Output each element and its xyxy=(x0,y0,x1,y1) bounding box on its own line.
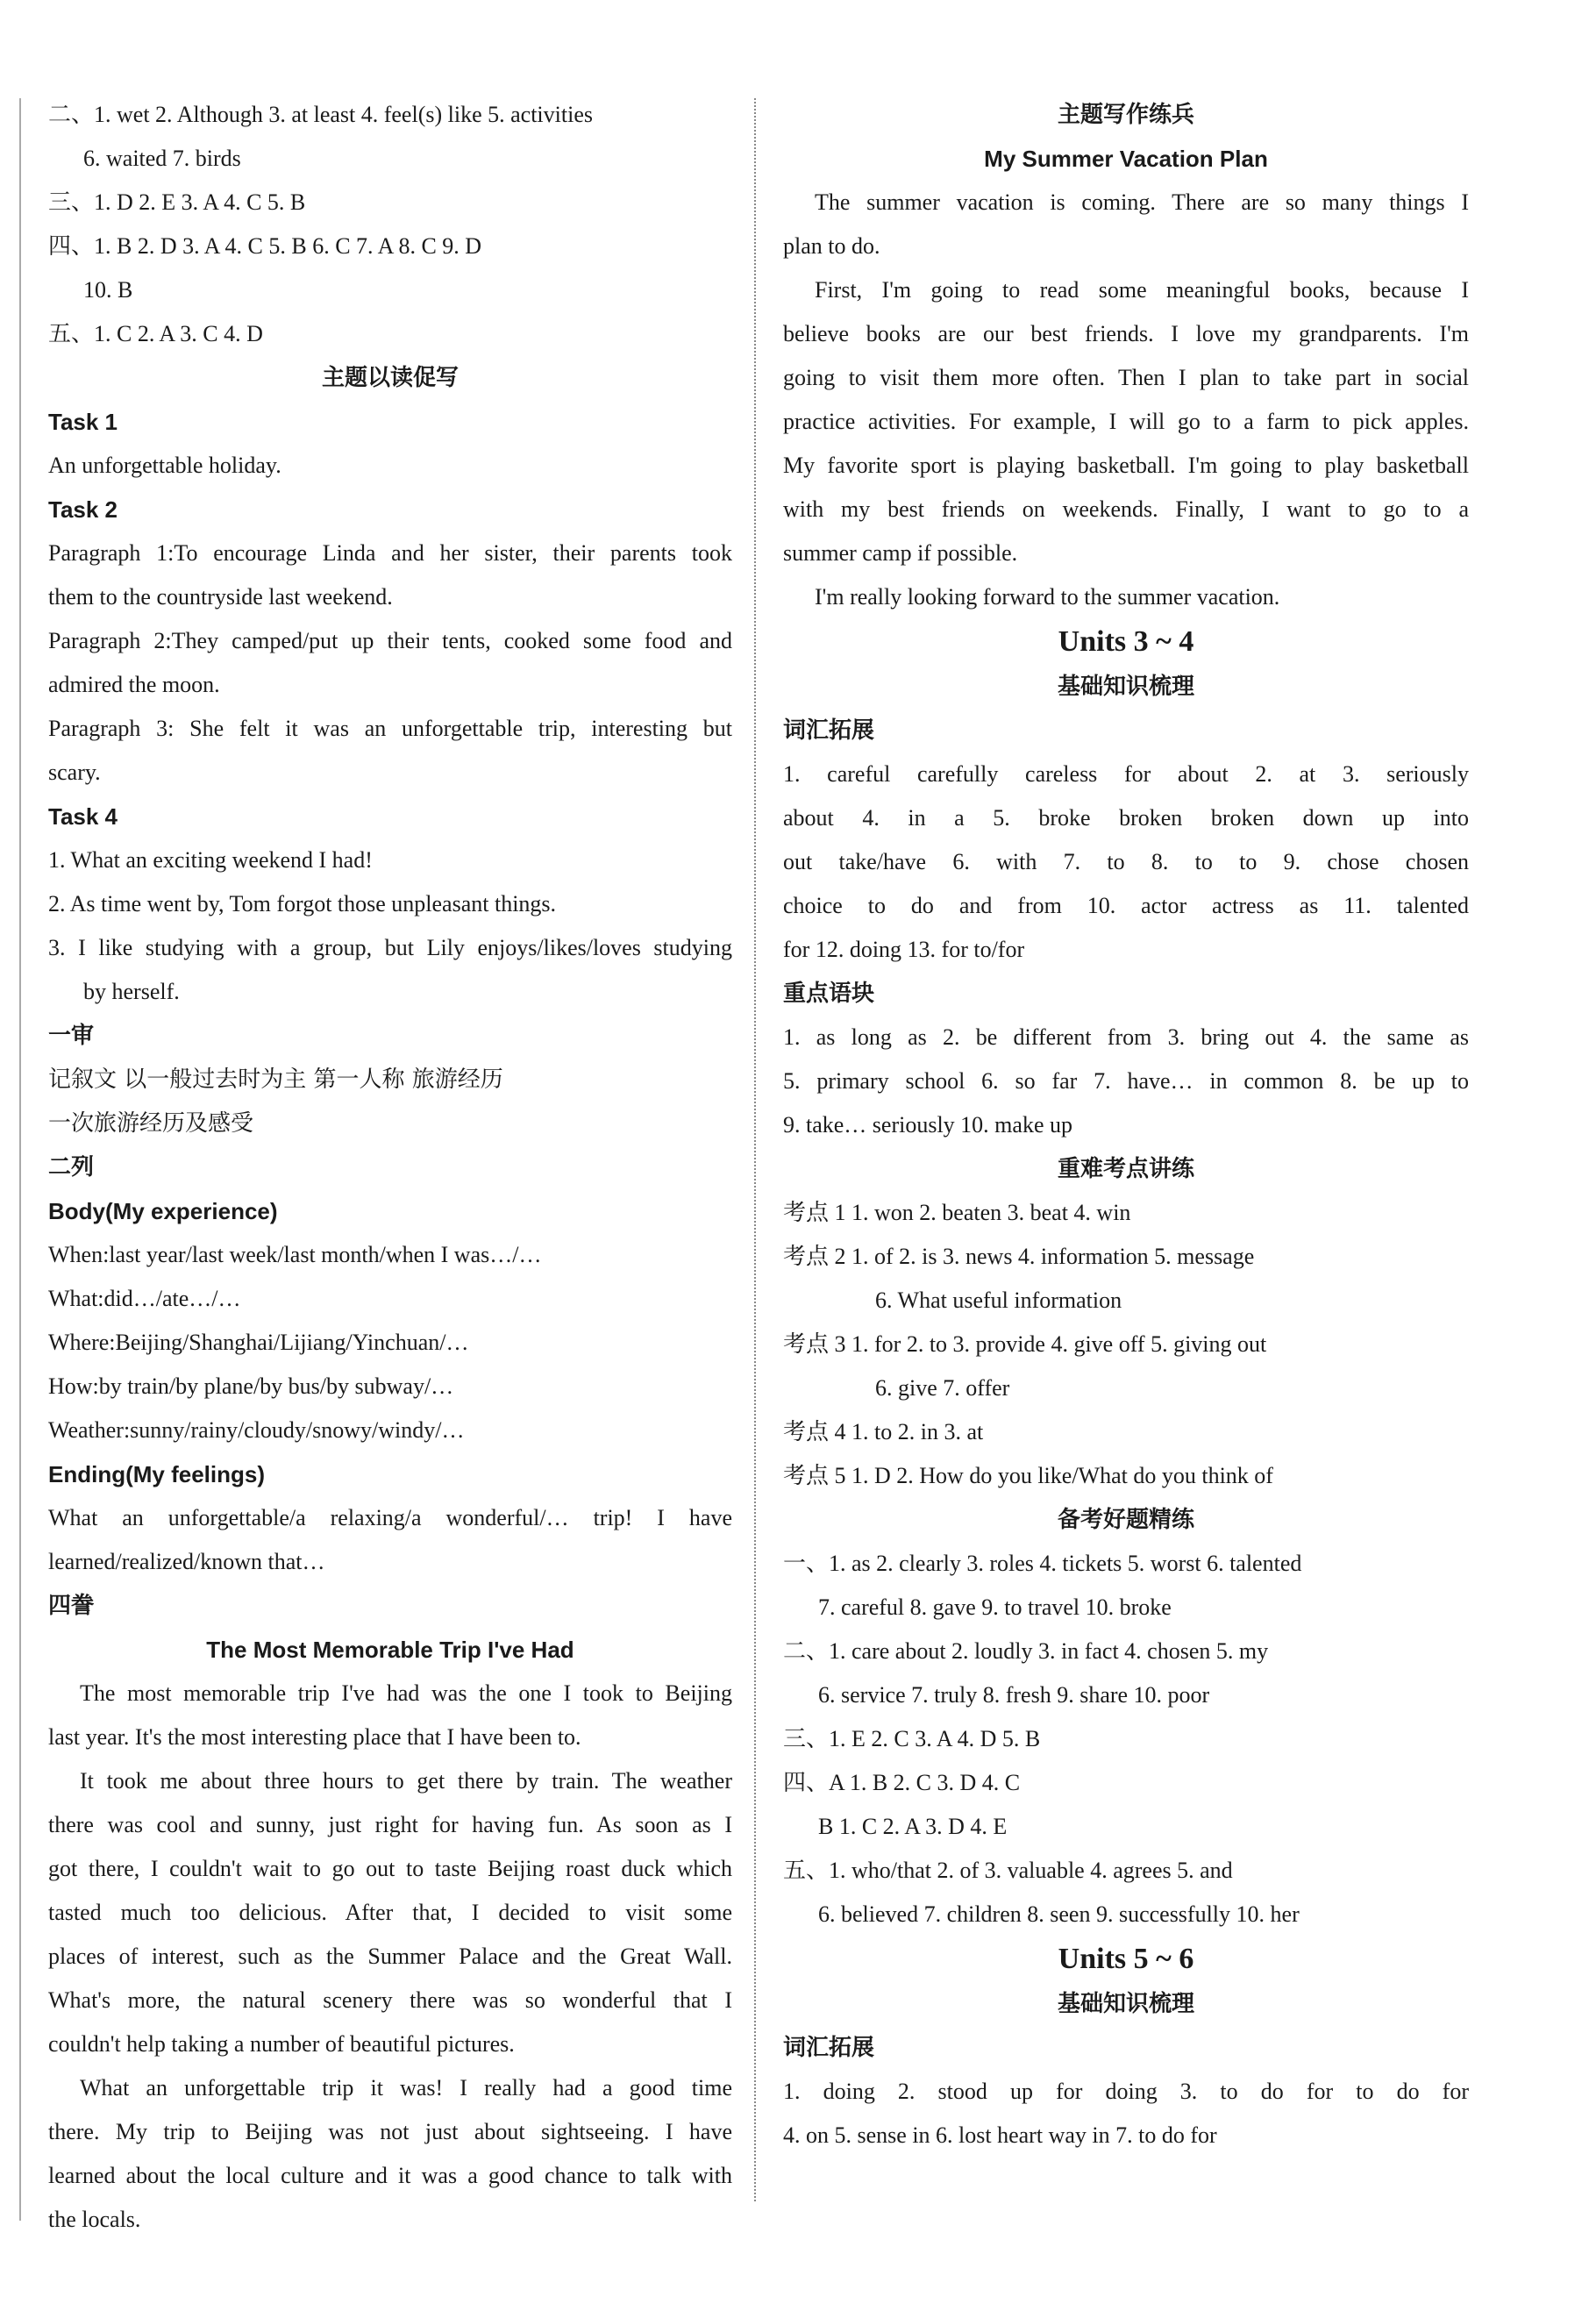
right-column-line: 考点 4 1. to 2. in 3. at xyxy=(783,1419,984,1444)
left-column-line: Where:Beijing/Shanghai/Lijiang/Yinchuan/… xyxy=(48,1330,469,1355)
right-column-line: My Summer Vacation Plan xyxy=(984,146,1268,172)
right-column-line: out take/have 6. with 7. to 8. to to 9. chose chosen xyxy=(783,849,1469,874)
left-column-line: Paragraph 2:They camped/put up their tents, cooked some food and xyxy=(48,628,732,653)
right-column-line: I'm really looking forward to the summer vacation. xyxy=(815,584,1280,610)
left-column-line: It took me about three hours to get there by train. The weather xyxy=(80,1768,732,1794)
left-column-line: 四、1. B 2. D 3. A 4. C 5. B 6. C 7. A 8. C 9. D xyxy=(48,233,482,259)
column-divider xyxy=(754,98,756,2201)
left-column-line: 一次旅游经历及感受 xyxy=(48,1110,254,1137)
left-column-line: The most memorable trip I've had was the one I took to Beijing xyxy=(80,1680,732,1706)
right-column-line: B 1. C 2. A 3. D 4. E xyxy=(818,1814,1008,1839)
left-column-line: Task 4 xyxy=(48,803,118,830)
right-column-line: 6. believed 7. children 8. seen 9. successfully 10. her xyxy=(818,1901,1300,1927)
left-column-line: When:last year/last week/last month/when I was…/… xyxy=(48,1242,542,1267)
right-column-line: believe books are our best friends. I love my grandparents. I'm xyxy=(783,321,1469,346)
left-column-line: them to the countryside last weekend. xyxy=(48,584,393,610)
left-column-line: Ending(My feelings) xyxy=(48,1461,265,1487)
left-column-line: 二、1. wet 2. Although 3. at least 4. feel(s) like 5. activities xyxy=(48,102,593,127)
left-column-line: What an unforgettable trip it was! I really had a good time xyxy=(80,2075,732,2101)
left-column-line: Task 2 xyxy=(48,496,118,523)
left-column-line: 10. B xyxy=(83,277,133,303)
right-column-line: 四、A 1. B 2. C 3. D 4. C xyxy=(783,1770,1021,1795)
left-column-line: Weather:sunny/rainy/cloudy/snowy/windy/… xyxy=(48,1417,465,1443)
right-column-line: 7. careful 8. gave 9. to travel 10. broke xyxy=(818,1594,1172,1620)
right-column-line: 1. careful carefully careless for about 2. at 3. seriously xyxy=(783,761,1469,787)
left-column-line: Body(My experience) xyxy=(48,1198,278,1224)
right-column-line: choice to do and from 10. actor actress as 11. talented xyxy=(783,893,1469,918)
left-column-line: couldn't help taking a number of beautiful pictures. xyxy=(48,2031,515,2057)
right-column-line: 1. doing 2. stood up for doing 3. to do for to do for xyxy=(783,2079,1469,2104)
left-column-line: the locals. xyxy=(48,2207,141,2232)
left-column-line: 五、1. C 2. A 3. C 4. D xyxy=(48,321,263,346)
right-column-line: 4. on 5. sense in 6. lost heart way in 7. to do for xyxy=(783,2122,1217,2148)
right-column-line: for 12. doing 13. for to/for xyxy=(783,937,1025,962)
right-column-line: 6. give 7. offer xyxy=(875,1375,1010,1401)
right-column-line: 主题写作练兵 xyxy=(1057,102,1194,128)
right-column-line: plan to do. xyxy=(783,233,880,259)
right-column-line: 考点 2 1. of 2. is 3. news 4. information 5. message xyxy=(783,1244,1255,1269)
right-column-line: 基础知识梳理 xyxy=(1057,674,1194,700)
left-column-line: 1. What an exciting weekend I had! xyxy=(48,847,373,873)
right-column-line: 三、1. E 2. C 3. A 4. D 5. B xyxy=(783,1726,1041,1751)
right-column-line: Units 5 ~ 6 xyxy=(1058,1943,1194,1975)
left-column-line: An unforgettable holiday. xyxy=(48,453,281,478)
right-column-line: First, I'm going to read some meaningful books, because I xyxy=(815,277,1469,303)
right-column xyxy=(783,93,1469,2158)
left-column-line: 6. waited 7. birds xyxy=(83,146,241,171)
left-column-line: How:by train/by plane/by bus/by subway/… xyxy=(48,1373,454,1399)
right-column-line: 9. take… seriously 10. make up xyxy=(783,1112,1072,1138)
left-column-line: scary. xyxy=(48,760,101,785)
left-column-line: 2. As time went by, Tom forgot those unpleasant things. xyxy=(48,891,557,917)
left-column-line: Paragraph 3: She felt it was an unforgettable trip, interesting but xyxy=(48,716,732,741)
left-column-line: admired the moon. xyxy=(48,672,220,697)
right-column-line: practice activities. For example, I will go to a farm to pick apples. xyxy=(783,409,1469,434)
right-column-line: 重点语块 xyxy=(783,981,875,1007)
left-column-line: 四誊 xyxy=(48,1593,95,1619)
right-column-line: with my best friends on weekends. Finally, I want to go to a xyxy=(783,496,1469,522)
left-column-line: The Most Memorable Trip I've Had xyxy=(206,1637,574,1663)
right-column-line: summer camp if possible. xyxy=(783,540,1018,566)
left-column-line: places of interest, such as the Summer Palace and the Great Wall. xyxy=(48,1944,732,1969)
right-column-line: 五、1. who/that 2. of 3. valuable 4. agrees 5. and xyxy=(783,1858,1233,1883)
left-column-line: What an unforgettable/a relaxing/a wonderful/… trip! I have xyxy=(48,1505,732,1530)
right-column-line: about 4. in a 5. broke broken broken down up into xyxy=(783,805,1469,831)
right-column-line: 1. as long as 2. be different from 3. bring out 4. the same as xyxy=(783,1024,1469,1050)
left-column-line: tasted much too delicious. After that, I decided to visit some xyxy=(48,1900,732,1925)
left-column-line: What:did…/ate…/… xyxy=(48,1286,241,1311)
left-column-line: Task 1 xyxy=(48,409,118,435)
left-column-line: learned about the local culture and it was a good chance to talk with xyxy=(48,2163,732,2188)
left-column-line: there. My trip to Beijing was not just about sightseeing. I have xyxy=(48,2119,732,2144)
right-column-line: going to visit them more often. Then I plan to take part in social xyxy=(783,365,1469,390)
right-column-line: 6. service 7. truly 8. fresh 9. share 10. poor xyxy=(818,1682,1210,1708)
right-column-line: 二、1. care about 2. loudly 3. in fact 4. chosen 5. my xyxy=(783,1638,1269,1664)
left-column-line: last year. It's the most interesting place that I have been to. xyxy=(48,1724,581,1750)
left-column-line: 3. I like studying with a group, but Lily enjoys/likes/loves studying xyxy=(48,935,732,960)
left-column-line: 三、1. D 2. E 3. A 4. C 5. B xyxy=(48,189,306,215)
left-column-line: there was cool and sunny, just right for having fun. As soon as I xyxy=(48,1812,732,1837)
left-column-line: learned/realized/known that… xyxy=(48,1549,325,1574)
left-column-line: What's more, the natural scenery there was so wonderful that I xyxy=(48,1987,732,2013)
right-column-line: 考点 1 1. won 2. beaten 3. beat 4. win xyxy=(783,1200,1131,1225)
right-column-line: 备考好题精练 xyxy=(1057,1507,1194,1533)
right-column-line: 6. What useful information xyxy=(875,1287,1122,1313)
right-column-line: 词汇拓展 xyxy=(783,717,875,744)
right-column-line: 一、1. as 2. clearly 3. roles 4. tickets 5. worst 6. talented xyxy=(783,1551,1302,1576)
left-column-line: Paragraph 1:To encourage Linda and her sister, their parents took xyxy=(48,540,732,566)
left-column-line: 二列 xyxy=(48,1154,95,1180)
left-column-line: 记叙文 以一般过去时为主 第一人称 旅游经历 xyxy=(48,1066,503,1093)
right-column-line: Units 3 ~ 4 xyxy=(1058,625,1194,658)
right-column-line: My favorite sport is playing basketball. I'm going to play basketball xyxy=(783,453,1469,478)
right-column-line: 重难考点讲练 xyxy=(1057,1156,1194,1182)
page-edge-line xyxy=(19,98,21,2221)
left-column-line: 一审 xyxy=(48,1023,95,1049)
right-column-line: The summer vacation is coming. There are so many things I xyxy=(815,189,1469,215)
left-column-line: by herself. xyxy=(83,979,180,1004)
right-column-line: 5. primary school 6. so far 7. have… in common 8. be up to xyxy=(783,1068,1469,1094)
left-column-line: 主题以读促写 xyxy=(321,365,459,391)
right-column-line: 基础知识梳理 xyxy=(1057,1991,1194,2017)
left-column-line: got there, I couldn't wait to go out to taste Beijing roast duck which xyxy=(48,1856,732,1881)
left-column xyxy=(48,93,732,2242)
right-column-line: 考点 5 1. D 2. How do you like/What do you think of xyxy=(783,1463,1273,1488)
right-column-line: 考点 3 1. for 2. to 3. provide 4. give off 5. giving out xyxy=(783,1331,1267,1357)
right-column-line: 词汇拓展 xyxy=(783,2035,875,2061)
